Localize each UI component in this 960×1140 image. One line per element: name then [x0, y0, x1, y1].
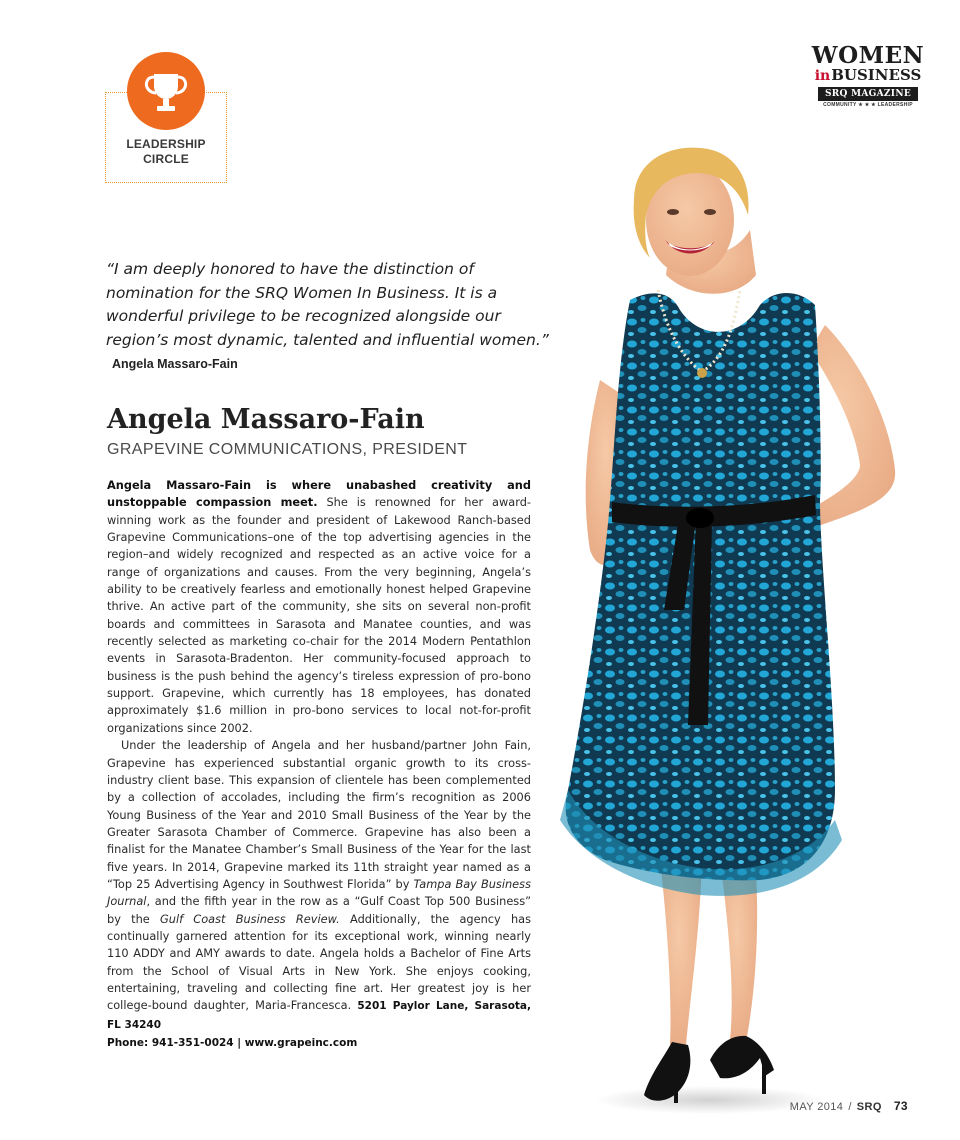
- article-p2-text-b: , and the fifth year in the row as a “Gulf Coast Top 500 Business” by the: [107, 894, 531, 926]
- logo-business: BUSINESS: [831, 66, 922, 84]
- logo-in-business: [808, 67, 928, 85]
- logo-srq-magazine: SRQ MAGAZINE: [818, 87, 918, 101]
- badge-label: [105, 137, 227, 167]
- logo-women: WOMEN: [811, 42, 925, 69]
- badge-label-line2: CIRCLE: [143, 152, 189, 166]
- trophy-badge: [127, 52, 205, 130]
- badge-label-line1: LEADERSHIP: [126, 137, 206, 151]
- quote-text: “I am deeply honored to have the distinction of nomination for the SRQ Women In Business. It is a wonderful privilege to be recognized alongside our region’s most dynamic, talented and influential women.”: [106, 260, 549, 349]
- page-folio: [790, 1099, 908, 1114]
- publication-tampa-bay-business-journal: Tampa Bay Business Journal: [107, 876, 531, 909]
- article-p1-text: She is renowned for her award-winning work as the founder and president of Lakewood Ranch-based Grapevine Communications–one of the top advertising agencies in the region–and widely recognized and respected as an active voice for a range of organizations and causes. From the very beginning, Angela’s ability to be creatively fearless and emotionally honest helped Grapevine thrive. An active part of the community, she sits on several non-profit boards and committees in Sarasota and Manatee counties, and was recently selected as marketing co-chair for the 2014 Modern Pentathlon events in Sarasota-Bradenton. Her community-focused approach to business is the push behind the agency’s tireless expression of pro-bono support. Grapevine, which currently has 18 employees, has donated approximately $1.6 million in pro-bono services to local not-for-profit organizations since 2002.: [107, 495, 531, 735]
- publication-gulf-coast-business-review: Gulf Coast Business Review.: [159, 911, 340, 926]
- trophy-icon: [127, 52, 205, 130]
- article-p2-text-c: Additionally, the agency has continually garnered attention for its exceptional work, winning nearly 110 ADDY and AMY awards to date. Angela holds a Bachelor of Fine Arts from the School of Visual Arts in New York. She enjoys cooking, entertaining, traveling and collecting fine art. Her greatest joy is her college-bound daughter, Maria-Francesca.: [107, 911, 532, 1013]
- logo-tagline: COMMUNITY ★ ★ ★ LEADERSHIP: [823, 102, 913, 108]
- logo-in: in: [814, 68, 831, 84]
- article-paragraph-1: [107, 477, 531, 737]
- women-in-business-logo: [808, 44, 928, 116]
- profile-name: Angela Massaro-Fain: [107, 404, 425, 435]
- necklace-pendant: [697, 368, 707, 378]
- article-body: [107, 477, 531, 1052]
- article-p2-text-a: Under the leadership of Angela and her husband/partner John Fain, Grapevine has experienced substantial organic growth to its cross-industry client base. This expansion of clientele has been complemented by a collection of accolades, including the firm’s recognition as 2006 Young Business of the Year and 2010 Small Business of the Year by the Greater Sarasota Chamber of Commerce. Grapevine has also been a finalist for the Manatee Chamber’s Small Business of the Year for the last five years. In 2014, Grapevine marked its 11th straight year named as a “Top 25 Advertising Agency in Southwest Florida” by: [107, 738, 531, 891]
- portrait-photo: [560, 140, 920, 1125]
- contact-phone-web: Phone: 941-351-0024 | www.grapeinc.com: [107, 1037, 358, 1049]
- article-lead: Angela Massaro-Fain is where unabashed creativity and unstoppable compassion meet.: [107, 478, 531, 510]
- article-paragraph-2: [107, 737, 531, 1052]
- quote-attribution: Angela Massaro-Fain: [112, 357, 238, 371]
- folio-magazine: SRQ: [856, 1101, 882, 1113]
- folio-separator: /: [848, 1101, 852, 1113]
- page-number: 73: [893, 1099, 908, 1113]
- contact-address: 5201 Paylor Lane, Sarasota, FL 34240: [107, 1000, 532, 1031]
- folio-date: MAY 2014: [789, 1101, 844, 1113]
- profile-title: GRAPEVINE COMMUNICATIONS, PRESIDENT: [107, 441, 468, 458]
- pull-quote: [106, 258, 558, 377]
